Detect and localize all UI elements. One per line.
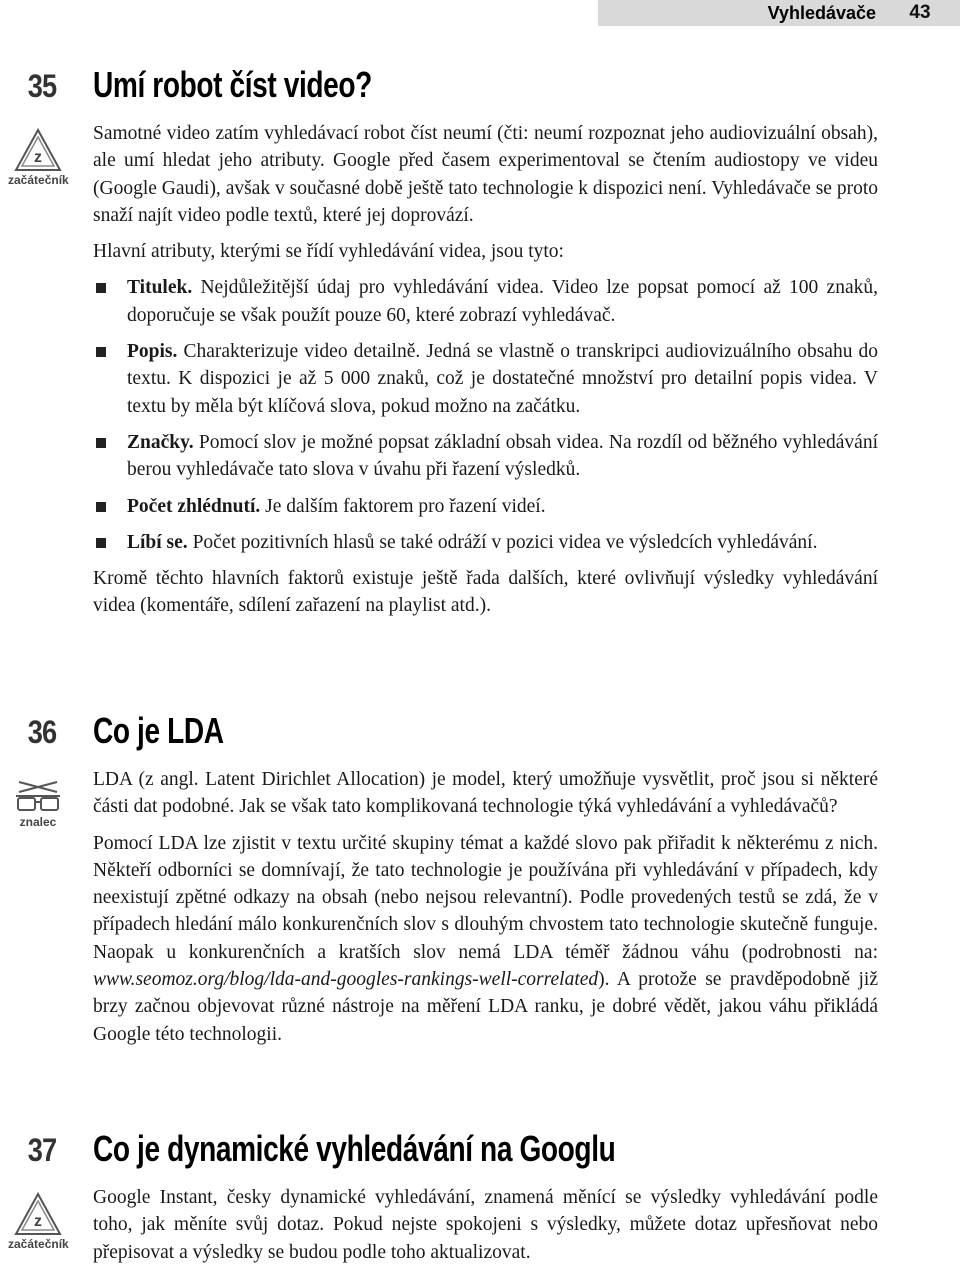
section-title: Umí robot číst video? bbox=[93, 64, 372, 105]
beginner-triangle-icon bbox=[14, 128, 62, 172]
section-title: Co je LDA bbox=[93, 710, 224, 751]
list-item bbox=[93, 529, 878, 556]
paragraph: Google Instant, česky dynamické vyhledávání, znamená měnící se výsledky vyhledávání podle toho, jak měníte svůj dotaz. Pokud nejste spokojeni s výsledky, můžete dotaz upřesňovat nebo přepisovat a výsledky se budou podle toho aktualizovat. bbox=[93, 1187, 878, 1263]
section-number: 36 bbox=[27, 714, 57, 750]
list-text: Pomocí slov je možné popsat základní obsah videa. Na rozdíl od běžného vyhledávání berou vyhledávače tato slova v úvahu při řazení výsledků. bbox=[127, 431, 878, 481]
paragraph: LDA (z angl. Latent Dirichlet Allocation) je model, který umožňuje vysvětlit, proč jsou si některé části dat podobné. Jak se však tato komplikovaná technologie týká vyhledávání a vyhledávačů? bbox=[93, 769, 878, 818]
list-term: Líbí se. bbox=[127, 531, 188, 553]
page-number: 43 bbox=[909, 2, 931, 23]
paragraph: Samotné video zatím vyhledávací robot číst neumí (čti: neumí rozpoznat jeho audiovizuální obsah), ale umí hledat jeho atributy. Google před časem experimentoval se čtením audiostopy ve videu (Google Gaudi), avšak v současné době ještě tato technologie k dispozici není. Vyhledávače se proto snaží najít video podle textů, které jej doprovází. bbox=[93, 123, 878, 226]
section-title: Co je dynamické vyhledávání na Googlu bbox=[93, 1128, 616, 1169]
bullet-square-icon bbox=[96, 283, 106, 293]
level-badge bbox=[8, 1192, 68, 1251]
section-body bbox=[93, 120, 878, 629]
paragraph: Kromě těchto hlavních faktorů existuje ještě řada dalších, které ovlivňují výsledky vyhledávání videa (komentáře, sdílení zařazení na playlist atd.). bbox=[93, 568, 878, 617]
section-number: 37 bbox=[27, 1132, 57, 1168]
badge-label: začátečník bbox=[8, 173, 69, 187]
paragraph-text: Pomocí LDA lze zjistit v textu určité skupiny témat a každé slovo pak přiřadit k některému z nich. Někteří odborníci se domnívají, že tato technologie je používána při vyhledávání v případech, kdy neexistují zpětné odkazy na obsah (nebo nejsou relevantní). Podle provedených testů se zdá, že v případech hledání málo konkurenčních slov s dlouhým chvostem tato technologie skutečně funguje. Naopak u konkurenčních a kratších slov nemá LDA téměř žádnou váhu (podrobnosti na: bbox=[93, 832, 878, 963]
badge-label: začátečník bbox=[8, 1237, 69, 1251]
badge-letter: z bbox=[34, 149, 42, 166]
bullet-square-icon bbox=[96, 502, 106, 512]
list-item bbox=[93, 429, 878, 484]
paragraph-text: ). A protože se pravděpodobně již brzy začnou objevovat různé nástroje na měření LDA ranku, je dobré vědět, jakou váhu přikládá Google této technologii. bbox=[93, 969, 878, 1045]
list-text: Počet pozitivních hlasů se také odráží v pozici videa ve výsledcích vyhledávání. bbox=[187, 531, 818, 553]
reference-url: www.seomoz.org/blog/lda-and-googles-rankings-well-correlated bbox=[93, 969, 599, 991]
list-term: Značky. bbox=[127, 431, 194, 453]
section-body bbox=[93, 766, 878, 1057]
bullet-square-icon bbox=[96, 347, 106, 357]
section-number: 35 bbox=[27, 68, 57, 104]
running-title: Vyhledávače bbox=[767, 2, 876, 23]
list-text: Nejdůležitější údaj pro vyhledávání videa. Video lze popsat pomocí až 100 znaků, doporučuje se však použít pouze 60, které zobrazí vyhledávač. bbox=[127, 277, 878, 326]
list-term: Popis. bbox=[127, 341, 178, 363]
bullet-square-icon bbox=[96, 538, 106, 548]
list-item bbox=[93, 274, 878, 329]
list-item bbox=[93, 338, 878, 420]
attribute-list bbox=[93, 274, 878, 556]
level-badge bbox=[8, 128, 68, 187]
bullet-square-icon bbox=[96, 438, 106, 448]
list-text: Charakterizuje video detailně. Jedná se vlastně o transkripci audiovizuálního obsahu do textu. K dispozici je až 5 000 znaků, což je dostatečné množství pro detailní popis videa. V textu by měla být klíčová slova, pokud možno na začátku. bbox=[127, 341, 878, 417]
badge-letter: z bbox=[34, 1213, 42, 1230]
list-term: Počet zhlédnutí. bbox=[127, 495, 261, 517]
paragraph bbox=[93, 830, 878, 1048]
expert-glasses-icon bbox=[13, 774, 63, 814]
list-item bbox=[93, 493, 878, 520]
list-text: Je dalším faktorem pro řazení videí. bbox=[260, 495, 546, 517]
level-badge bbox=[8, 774, 68, 829]
section-body bbox=[93, 1184, 878, 1275]
paragraph: Hlavní atributy, kterými se řídí vyhledávání videa, jsou tyto: bbox=[93, 241, 564, 263]
beginner-triangle-icon bbox=[14, 1192, 62, 1236]
list-term: Titulek. bbox=[127, 277, 193, 299]
badge-label: znalec bbox=[19, 815, 57, 829]
